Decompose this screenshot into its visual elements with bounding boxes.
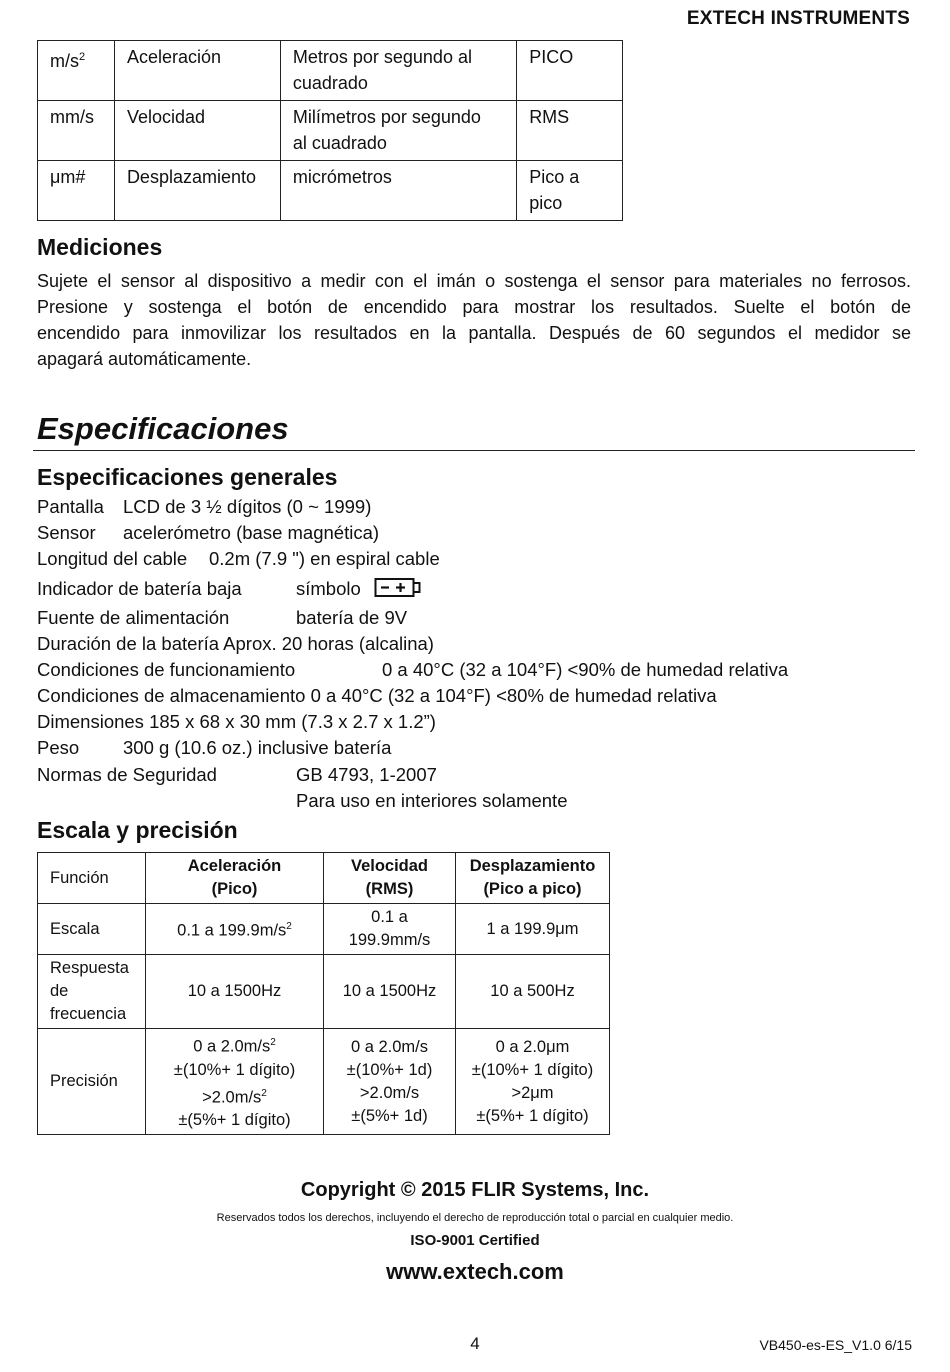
cell: 1 a 199.9μm	[456, 904, 610, 955]
section-heading-general: Especificaciones generales	[37, 464, 338, 490]
table-row	[38, 1029, 610, 1135]
section-heading-mediciones: Mediciones	[37, 234, 163, 260]
row-label: Escala	[38, 904, 146, 955]
cell: 0.1 a 199.9mm/s	[324, 904, 456, 955]
table-header-row	[38, 853, 610, 904]
unit-name-cell: micrómetros	[280, 161, 516, 221]
header-function: Función	[38, 853, 146, 904]
mode-cell: RMS	[517, 101, 623, 161]
title-rule	[33, 450, 915, 451]
mediciones-paragraph: Sujete el sensor al dispositivo a medir con el imán o sostenga el sensor para materiales no ferrosos. Presione y sostenga el botón de encendido para mostrar los resultados. Suelte el botón de encendido para inmovilizar los resultados en la pantalla. Después de 60 segundos el medidor se apagará automáticamente.	[37, 271, 911, 369]
unit-cell: $m/s^2$	[38, 41, 115, 101]
mode-cell: PICO	[517, 41, 623, 101]
header-acceleration: Aceleración (Pico)	[146, 853, 324, 904]
mode-cell: Pico a pico	[517, 161, 623, 221]
cell: 10 a 500Hz	[456, 955, 610, 1029]
iso-certification: ISO-9001 Certified	[410, 1232, 540, 1249]
spec-row: Sensor acelerómetro (base magnética)	[37, 522, 380, 543]
table-row	[38, 101, 623, 161]
unit-cell: mm/s	[38, 101, 115, 161]
spec-row: Condiciones de funcionamiento 0 a 40°C (32 a 104°F) <90% de humedad relativa	[37, 659, 789, 680]
row-label: Precisión	[38, 1029, 146, 1135]
spec-row: Duración de la batería Aprox. 20 horas (alcalina)	[37, 633, 434, 654]
brand-header: EXTECH INSTRUMENTS	[686, 8, 910, 29]
spec-row: Peso 300 g (10.6 oz.) inclusive batería	[37, 737, 392, 758]
table-row	[38, 41, 623, 101]
table-row	[38, 161, 623, 221]
range-accuracy-table	[37, 852, 610, 1135]
page-title: Especificaciones	[37, 411, 289, 446]
cell: 0 a 2.0μm ±(10%+ 1 dígito) >2μm ±(5%+ 1 dígito)	[456, 1029, 610, 1135]
quantity-cell: Desplazamiento	[114, 161, 280, 221]
header-velocity: Velocidad (RMS)	[324, 853, 456, 904]
rights-notice: Reservados todos los derechos, incluyendo el derecho de reproducción total o parcial en cualquier medio.	[216, 1212, 734, 1224]
unit-cell: μm#	[38, 161, 115, 221]
cell: 10 a 1500Hz	[324, 955, 456, 1029]
spec-row: Pantalla LCD de 3 ½ dígitos (0 ~ 1999)	[37, 496, 372, 517]
spec-row: Dimensiones 185 x 68 x 30 mm (7.3 x 2.7 x 1.2”)	[37, 711, 436, 732]
cell: 0 a 2.0m/s ±(10%+ 1d) >2.0m/s ±(5%+ 1d)	[324, 1029, 456, 1135]
units-table	[37, 40, 623, 221]
quantity-cell: Aceleración	[114, 41, 280, 101]
cell: 0.1 a $199.9m/s^2$	[146, 904, 324, 955]
cell: 10 a 1500Hz	[146, 955, 324, 1029]
document-code: VB450-es-ES_V1.0 6/15	[759, 1337, 912, 1353]
website-link[interactable]: www.extech.com	[386, 1259, 564, 1284]
cell: 0 a $2.0m/s^2$ ±(10%+ 1 dígito) $>2.0m/s^2$ ±(5%+ 1 dígito)	[146, 1029, 324, 1135]
table-row	[38, 955, 610, 1029]
spec-row: Normas de Seguridad GB 4793, 1-2007	[37, 764, 437, 785]
spec-row: Condiciones de almacenamiento 0 a 40°C (32 a 104°F) <80% de humedad relativa	[37, 685, 717, 706]
copyright-notice: Copyright © 2015 FLIR Systems, Inc.	[300, 1179, 650, 1201]
unit-name-cell: Metros por segundo al cuadrado	[280, 41, 516, 101]
row-label: Respuesta de frecuencia	[38, 955, 146, 1029]
page-number: 4	[470, 1334, 480, 1353]
table-row	[38, 904, 610, 955]
battery-icon	[374, 577, 424, 599]
unit-name-cell: Milímetros por segundo al cuadrado	[280, 101, 516, 161]
spec-row: Longitud del cable 0.2m (7.9 ") en espiral cable	[37, 548, 440, 569]
section-heading-escala: Escala y precisión	[37, 817, 238, 843]
quantity-cell: Velocidad	[114, 101, 280, 161]
header-displacement: Desplazamiento (Pico a pico)	[456, 853, 610, 904]
spec-row: Fuente de alimentación batería de 9V	[37, 607, 408, 628]
spec-row: Indicador de batería baja símbolo	[37, 576, 242, 602]
